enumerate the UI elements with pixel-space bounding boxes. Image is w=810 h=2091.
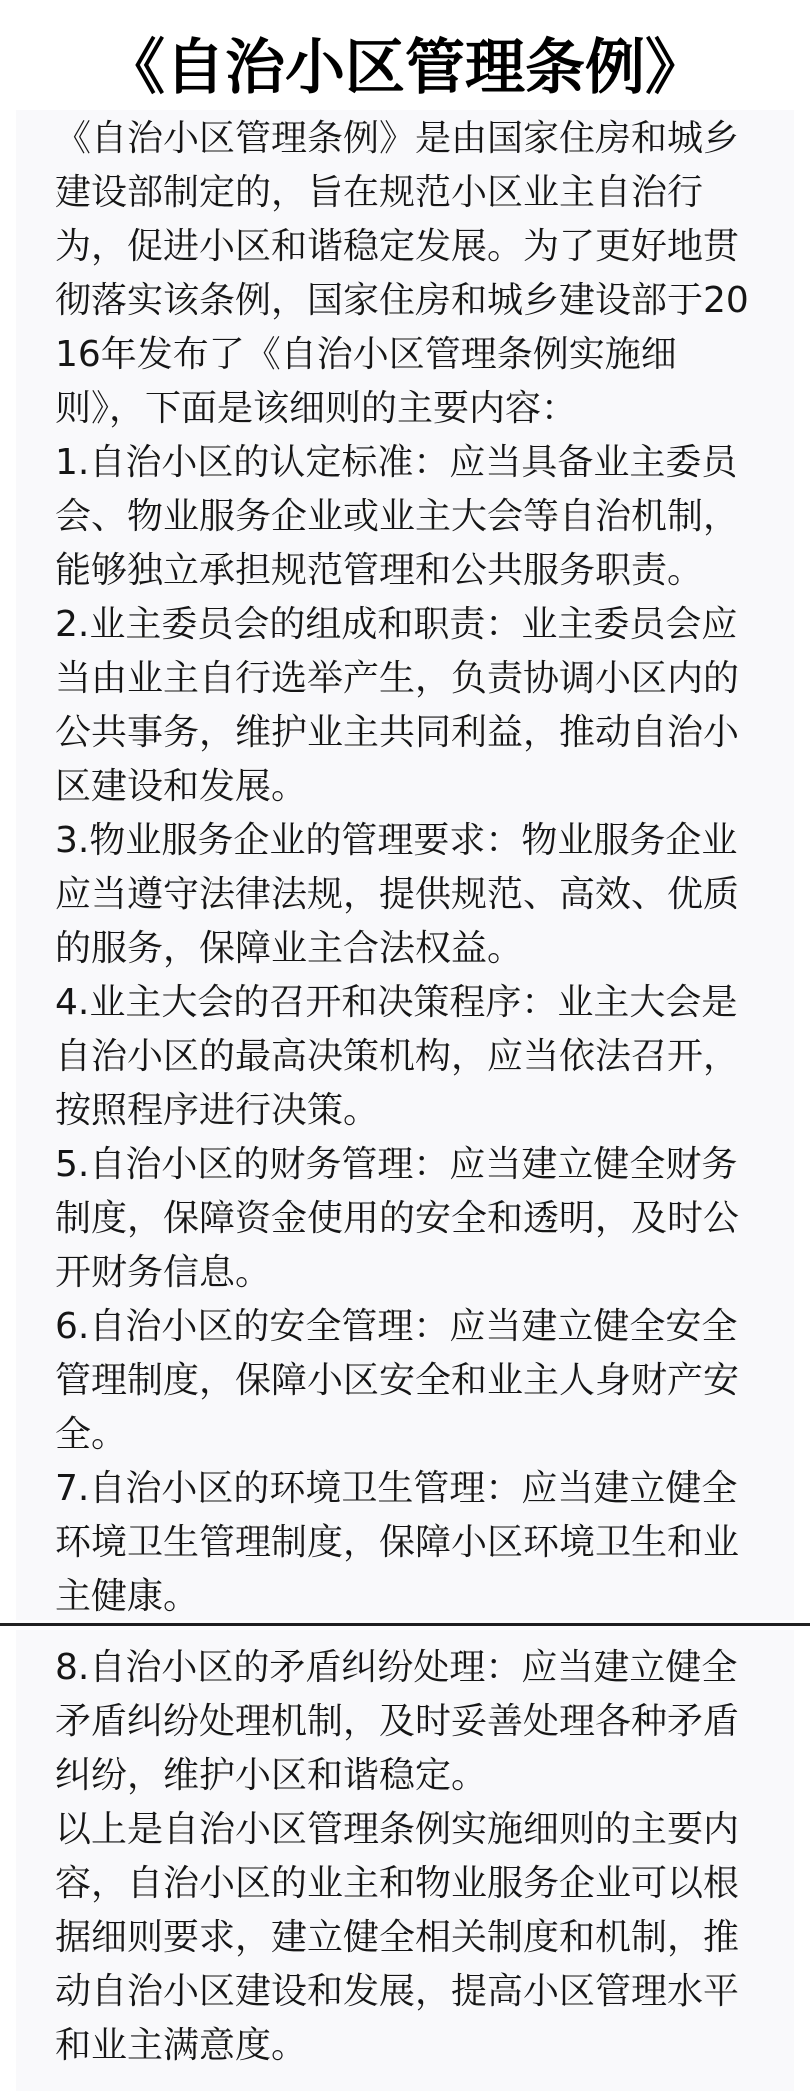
list-item: 3.物业服务企业的管理要求：物业服务企业应当遵守法律法规，提供规范、高效、优质的服务，保障业主合法权益。 bbox=[55, 820, 740, 969]
article-body-bottom bbox=[55, 1641, 755, 2073]
conclusion-paragraph: 以上是自治小区管理条例实施细则的主要内容，自治小区的业主和物业服务企业可以根据细则要求，建立健全相关制度和机制，推动自治小区建设和发展，提高小区管理水平和业主满意度。 bbox=[55, 1809, 740, 2066]
list-item: 1.自治小区的认定标准：应当具备业主委员会、物业服务企业或业主大会等自治机制，能够独立承担规范管理和公共服务职责。 bbox=[55, 442, 740, 591]
list-item: 4.业主大会的召开和决策程序：业主大会是自治小区的最高决策机构，应当依法召开，按照程序进行决策。 bbox=[55, 982, 740, 1131]
list-item: 2.业主委员会的组成和职责：业主委员会应当由业主自行选举产生，负责协调小区内的公共事务，维护业主共同利益，推动自治小区建设和发展。 bbox=[55, 604, 740, 807]
document-title: 《自治小区管理条例》 bbox=[105, 33, 705, 103]
list-item: 6.自治小区的安全管理：应当建立健全安全管理制度，保障小区安全和业主人身财产安全。 bbox=[55, 1306, 740, 1455]
intro-paragraph: 《自治小区管理条例》是由国家住房和城乡建设部制定的，旨在规范小区业主自治行为，促进小区和谐稳定发展。为了更好地贯彻落实该条例，国家住房和城乡建设部于2016年发布了《自治小区管理条例实施细则》，下面是该细则的主要内容： bbox=[55, 118, 749, 429]
list-item: 5.自治小区的财务管理：应当建立健全财务制度，保障资金使用的安全和透明，及时公开财务信息。 bbox=[55, 1144, 740, 1293]
list-item: 7.自治小区的环境卫生管理：应当建立健全环境卫生管理制度，保障小区环境卫生和业主健康。 bbox=[55, 1468, 740, 1617]
article-body-top bbox=[55, 112, 755, 1624]
list-item: 8.自治小区的矛盾纠纷处理：应当建立健全矛盾纠纷处理机制，及时妥善处理各种矛盾纠纷，维护小区和谐稳定。 bbox=[55, 1647, 740, 1796]
